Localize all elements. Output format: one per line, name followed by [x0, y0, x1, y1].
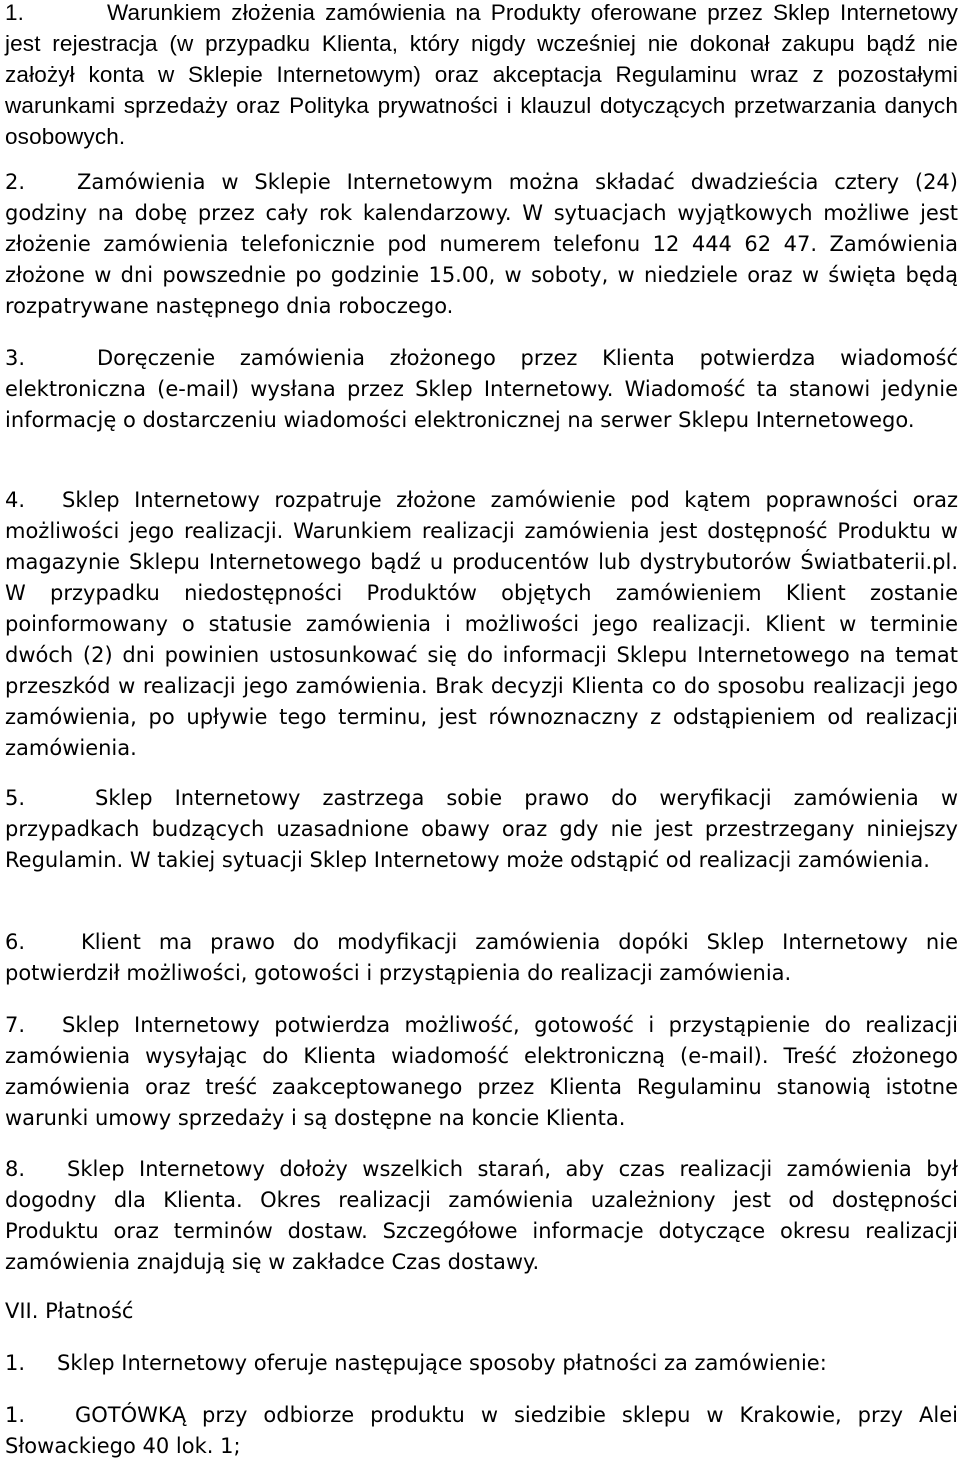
paragraph-number: 3. [5, 346, 26, 370]
paragraph-text: GOTÓWKĄ przy odbiorze produktu w siedzibie sklepu w Krakowie, przy Alei Słowackiego 40 lok. 1; [5, 1403, 958, 1458]
paragraph-number: 5. [5, 786, 26, 810]
paragraph-number: 7. [5, 1013, 26, 1037]
paragraph-1 [5, 0, 958, 152]
paragraph-number: 1. [5, 1403, 26, 1427]
section-heading: VII. Płatność [5, 1299, 134, 1323]
paragraph-5 [5, 783, 958, 876]
paragraph-text: Sklep Internetowy potwierdza możliwość, gotowość i przystąpienie do realizacji zamówienia wysyłając do Klienta wiadomość elektroniczną (e-mail). Treść złożonego zamówienia oraz treść zaakceptowanego przez Klienta Regulaminu stanowią istotne warunki umowy sprzedaży i są dostępne na koncie Klienta. [5, 1013, 958, 1130]
paragraph-text: Doręczenie zamówienia złożonego przez Klienta potwierdza wiadomość elektroniczna (e-mail) wysłana przez Sklep Internetowy. Wiadomość ta stanowi jedynie informację o dostarczeniu wiadomości elektronicznej na serwer Sklepu Internetowego. [5, 346, 958, 432]
paragraph-4 [5, 485, 958, 764]
paragraph-number: 4. [5, 488, 26, 512]
paragraph-text: Warunkiem złożenia zamówienia na Produkty oferowane przez Sklep Internetowy jest rejestracja (w przypadku Klienta, który nigdy wcześniej nie dokonał zakupu bądź nie założył konta w Sklepie Internetowym) oraz akceptacja Regulaminu wraz z pozostałymi warunkami sprzedaży oraz Polityka prywatności i klauzul dotyczących przetwarzania danych osobowych. [5, 0, 958, 149]
paragraph-text: Sklep Internetowy zastrzega sobie prawo do weryfikacji zamówienia w przypadkach budzących uzasadnione obawy oraz gdy nie jest przestrzegany niniejszy Regulamin. W takiej sytuacji Sklep Internetowy może odstąpić od realizacji zamówienia. [5, 786, 958, 872]
paragraph-number: 1. [5, 1351, 26, 1375]
payment-paragraph-2 [5, 1400, 958, 1462]
paragraph-number: 8. [5, 1157, 26, 1181]
payment-paragraph-1 [5, 1348, 958, 1379]
paragraph-3 [5, 343, 958, 436]
paragraph-text: Klient ma prawo do modyfikacji zamówienia dopóki Sklep Internetowy nie potwierdził możliwości, gotowości i przystąpienia do realizacji zamówienia. [5, 930, 958, 985]
paragraph-8 [5, 1154, 958, 1278]
paragraph-number: 2. [5, 170, 26, 194]
paragraph-6 [5, 927, 958, 989]
paragraph-text: Sklep Internetowy dołoży wszelkich starań, aby czas realizacji zamówienia był dogodny dla Klienta. Okres realizacji zamówienia uzależniony jest od dostępności Produktu oraz terminów dostaw. Szczegółowe informacje dotyczące okresu realizacji zamówienia znajdują się w zakładce Czas dostawy. [5, 1157, 958, 1274]
paragraph-number: 6. [5, 930, 26, 954]
paragraph-7 [5, 1010, 958, 1134]
paragraph-number: 1. [5, 0, 25, 25]
paragraph-2 [5, 167, 958, 322]
paragraph-text: Sklep Internetowy oferuje następujące sposoby płatności za zamówienie: [57, 1351, 827, 1375]
paragraph-text: Zamówienia w Sklepie Internetowym można składać dwadzieścia cztery (24) godziny na dobę przez cały rok kalendarzowy. W sytuacjach wyjątkowych możliwe jest złożenie zamówienia telefonicznie pod numerem telefonu 12 444 62 47. Zamówienia złożone w dni powszednie po godzinie 15.00, w soboty, w niedziele oraz w święta będą rozpatrywane następnego dnia roboczego. [5, 170, 958, 318]
paragraph-text: Sklep Internetowy rozpatruje złożone zamówienie pod kątem poprawności oraz możliwości jego realizacji. Warunkiem realizacji zamówienia jest dostępność Produktu w magazynie Sklepu Internetowego bądź u producentów lub dystrybutorów Światbaterii.pl. W przypadku niedostępności Produktów objętych zamówieniem Klient zostanie poinformowany o statusie zamówienia i możliwości jego realizacji. Klient w terminie dwóch (2) dni powinien ustosunkować się do informacji Sklepu Internetowego na temat przeszkód w realizacji jego zamówienia. Brak decyzji Klienta co do sposobu realizacji jego zamówienia, po upływie tego terminu, jest równoznaczny z odstąpieniem od realizacji zamówienia. [5, 488, 958, 760]
